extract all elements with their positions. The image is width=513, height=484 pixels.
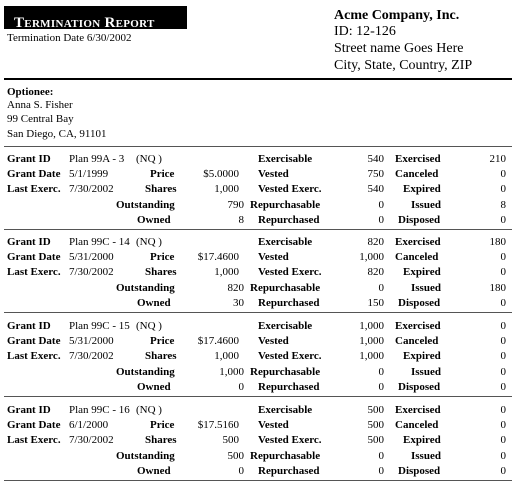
- optionee-name: Anna S. Fisher: [7, 99, 73, 111]
- vested-exerc-value: 540: [367, 183, 384, 196]
- shares-label: Shares: [145, 350, 177, 363]
- owned-value: 30: [233, 296, 244, 309]
- exercised-label: Exercised: [395, 320, 441, 332]
- exercised-value: 0: [500, 404, 506, 416]
- shares-label: Shares: [145, 434, 177, 447]
- price-value: $5.0000: [203, 168, 239, 181]
- last-exerc-value: 7/30/2002: [69, 434, 114, 447]
- last-exerc-value: 7/30/2002: [69, 266, 114, 279]
- vested-value: 1,000: [359, 251, 384, 264]
- grant-divider: [4, 312, 512, 313]
- grant-id-label: Grant ID: [7, 153, 51, 165]
- vested-exerc-label: Vested Exerc.: [258, 183, 322, 196]
- vested-value: 500: [367, 419, 384, 432]
- shares-value: 1,000: [214, 266, 239, 279]
- company-name: Acme Company, Inc.: [334, 8, 460, 23]
- owned-value: 0: [238, 464, 244, 477]
- price-label: Price: [150, 335, 175, 348]
- grant-id-label: Grant ID: [7, 236, 51, 248]
- outstanding-value: 820: [227, 281, 244, 294]
- exercised-label: Exercised: [395, 236, 441, 248]
- repurchasable-value: 0: [378, 198, 384, 211]
- disposed-value: 0: [500, 213, 506, 226]
- price-value: $17.4600: [197, 251, 239, 264]
- grant-id-label: Grant ID: [7, 404, 51, 416]
- vested-exerc-label: Vested Exerc.: [258, 350, 322, 363]
- shares-value: 1,000: [214, 183, 239, 196]
- repurchasable-value: 0: [378, 281, 384, 294]
- vested-value: 750: [367, 168, 384, 181]
- grant-type: (NQ ): [136, 320, 162, 332]
- header-divider: [4, 78, 512, 80]
- expired-value: 0: [500, 266, 506, 279]
- outstanding-value: 500: [227, 449, 244, 462]
- exercisable-label: Exercisable: [258, 320, 313, 332]
- disposed-value: 0: [500, 296, 506, 309]
- issued-value: 8: [500, 198, 506, 211]
- canceled-value: 0: [500, 251, 506, 264]
- disposed-value: 0: [500, 380, 506, 393]
- issued-label: Issued: [411, 449, 441, 462]
- repurchased-value: 150: [367, 296, 384, 309]
- issued-label: Issued: [411, 281, 441, 294]
- issued-value: 0: [500, 449, 506, 462]
- optionee-address-1: 99 Central Bay: [7, 113, 74, 125]
- owned-value: 0: [238, 380, 244, 393]
- grant-date-label: Grant Date: [7, 335, 61, 348]
- shares-value: 500: [222, 434, 239, 447]
- repurchased-value: 0: [378, 380, 384, 393]
- grant-date-value: 5/31/2000: [69, 251, 114, 264]
- repurchasable-label: Repurchasable: [250, 365, 321, 378]
- canceled-value: 0: [500, 335, 506, 348]
- last-exerc-label: Last Exerc.: [7, 350, 61, 363]
- grant-type: (NQ ): [136, 236, 162, 248]
- last-exerc-value: 7/30/2002: [69, 350, 114, 363]
- company-city-line: City, State, Country, ZIP: [334, 58, 473, 73]
- grant-date-label: Grant Date: [7, 168, 61, 181]
- canceled-label: Canceled: [395, 251, 439, 264]
- optionee-divider: [4, 146, 512, 147]
- exercisable-label: Exercisable: [258, 404, 313, 416]
- repurchased-label: Repurchased: [258, 464, 320, 477]
- grant-id-label: Grant ID: [7, 320, 51, 332]
- repurchasable-label: Repurchasable: [250, 281, 321, 294]
- outstanding-label: Outstanding: [116, 449, 175, 462]
- exercisable-value: 500: [367, 404, 384, 416]
- repurchasable-value: 0: [378, 449, 384, 462]
- exercised-value: 0: [500, 320, 506, 332]
- exercised-label: Exercised: [395, 404, 441, 416]
- outstanding-value: 1,000: [219, 365, 244, 378]
- price-value: $17.4600: [197, 335, 239, 348]
- grant-type: (NQ ): [136, 153, 162, 165]
- repurchased-label: Repurchased: [258, 213, 320, 226]
- owned-label: Owned: [137, 464, 171, 477]
- exercised-label: Exercised: [395, 153, 441, 165]
- expired-value: 0: [500, 183, 506, 196]
- repurchasable-label: Repurchasable: [250, 449, 321, 462]
- repurchasable-value: 0: [378, 365, 384, 378]
- grant-plan: Plan 99A - 3: [69, 153, 125, 165]
- exercised-value: 180: [489, 236, 506, 248]
- vested-exerc-value: 500: [367, 434, 384, 447]
- last-exerc-label: Last Exerc.: [7, 434, 61, 447]
- vested-label: Vested: [258, 168, 289, 181]
- repurchased-label: Repurchased: [258, 380, 320, 393]
- issued-value: 0: [500, 365, 506, 378]
- vested-exerc-value: 820: [367, 266, 384, 279]
- canceled-label: Canceled: [395, 168, 439, 181]
- last-exerc-label: Last Exerc.: [7, 266, 61, 279]
- grant-date-label: Grant Date: [7, 419, 61, 432]
- canceled-value: 0: [500, 168, 506, 181]
- repurchased-label: Repurchased: [258, 296, 320, 309]
- disposed-label: Disposed: [398, 296, 441, 309]
- disposed-label: Disposed: [398, 380, 441, 393]
- expired-label: Expired: [403, 434, 441, 447]
- grant-date-label: Grant Date: [7, 251, 61, 264]
- optionee-address-2: San Diego, CA, 91101: [7, 128, 107, 140]
- last-exerc-value: 7/30/2002: [69, 183, 114, 196]
- issued-label: Issued: [411, 198, 441, 211]
- outstanding-label: Outstanding: [116, 281, 175, 294]
- exercised-value: 210: [489, 153, 506, 165]
- expired-value: 0: [500, 350, 506, 363]
- termination-date-label: Termination Date: [7, 32, 85, 44]
- grant-divider: [4, 396, 512, 397]
- vested-label: Vested: [258, 335, 289, 348]
- last-exerc-label: Last Exerc.: [7, 183, 61, 196]
- optionee-heading: Optionee:: [7, 86, 54, 98]
- owned-label: Owned: [137, 213, 171, 226]
- vested-exerc-label: Vested Exerc.: [258, 434, 322, 447]
- disposed-value: 0: [500, 464, 506, 477]
- outstanding-value: 790: [227, 198, 244, 211]
- company-id: ID: 12-126: [334, 24, 396, 39]
- grant-divider: [4, 229, 512, 230]
- owned-label: Owned: [137, 296, 171, 309]
- outstanding-label: Outstanding: [116, 365, 175, 378]
- repurchased-value: 0: [378, 213, 384, 226]
- expired-label: Expired: [403, 266, 441, 279]
- disposed-label: Disposed: [398, 213, 441, 226]
- vested-exerc-value: 1,000: [359, 350, 384, 363]
- grant-type: (NQ ): [136, 404, 162, 416]
- price-label: Price: [150, 419, 175, 432]
- termination-date-line: [7, 32, 132, 44]
- issued-value: 180: [489, 281, 506, 294]
- exercisable-value: 1,000: [359, 320, 384, 332]
- vested-exerc-label: Vested Exerc.: [258, 266, 322, 279]
- expired-label: Expired: [403, 350, 441, 363]
- outstanding-label: Outstanding: [116, 198, 175, 211]
- shares-value: 1,000: [214, 350, 239, 363]
- price-label: Price: [150, 168, 175, 181]
- expired-label: Expired: [403, 183, 441, 196]
- grant-plan: Plan 99C - 15: [69, 320, 130, 332]
- price-value: $17.5160: [197, 419, 239, 432]
- report-title-box: [4, 6, 187, 29]
- shares-label: Shares: [145, 183, 177, 196]
- exercisable-label: Exercisable: [258, 153, 313, 165]
- canceled-value: 0: [500, 419, 506, 432]
- expired-value: 0: [500, 434, 506, 447]
- grant-plan: Plan 99C - 16: [69, 404, 130, 416]
- vested-label: Vested: [258, 251, 289, 264]
- report-title: Termination Report: [14, 15, 155, 31]
- repurchased-value: 0: [378, 464, 384, 477]
- exercisable-value: 540: [367, 153, 384, 165]
- disposed-label: Disposed: [398, 464, 441, 477]
- company-street: Street name Goes Here: [334, 41, 464, 56]
- canceled-label: Canceled: [395, 419, 439, 432]
- price-label: Price: [150, 251, 175, 264]
- owned-value: 8: [238, 213, 244, 226]
- owned-label: Owned: [137, 380, 171, 393]
- vested-label: Vested: [258, 419, 289, 432]
- grant-date-value: 5/1/1999: [69, 168, 109, 181]
- termination-date-value: 6/30/2002: [86, 32, 132, 44]
- shares-label: Shares: [145, 266, 177, 279]
- exercisable-label: Exercisable: [258, 236, 313, 248]
- issued-label: Issued: [411, 365, 441, 378]
- canceled-label: Canceled: [395, 335, 439, 348]
- grant-date-value: 6/1/2000: [69, 419, 109, 432]
- vested-value: 1,000: [359, 335, 384, 348]
- exercisable-value: 820: [367, 236, 384, 248]
- grant-date-value: 5/31/2000: [69, 335, 114, 348]
- grant-plan: Plan 99C - 14: [69, 236, 130, 248]
- repurchasable-label: Repurchasable: [250, 198, 321, 211]
- grant-divider: [4, 480, 512, 481]
